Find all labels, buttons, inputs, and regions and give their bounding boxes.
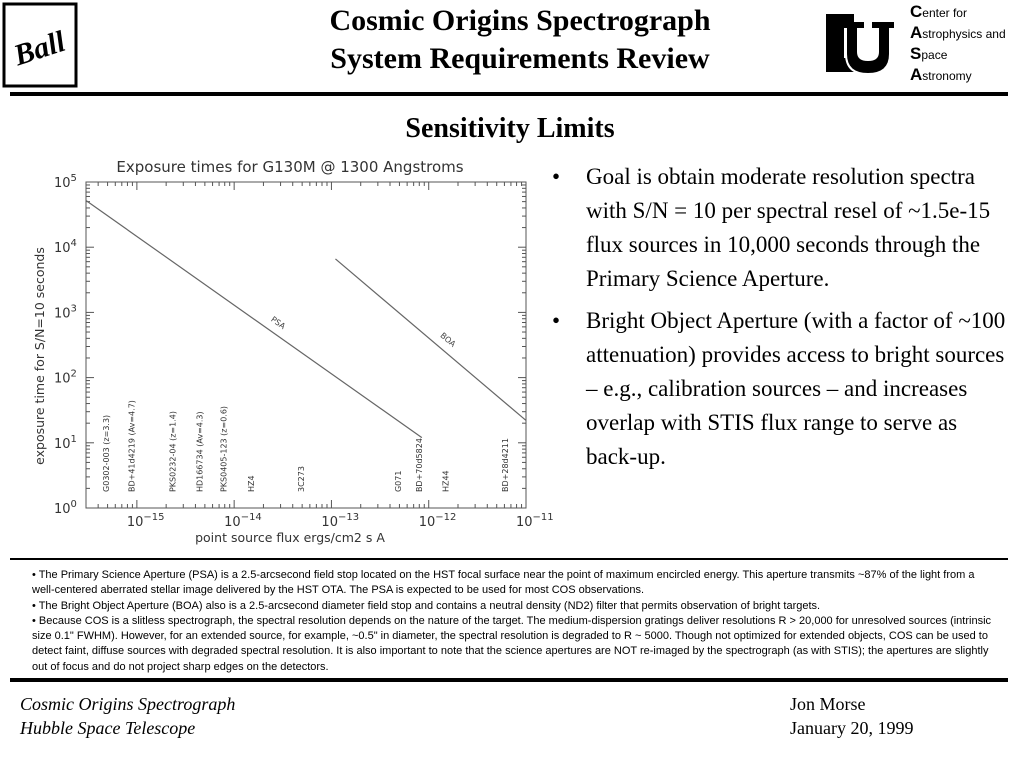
bullet-item [548, 160, 1008, 296]
plot-frame [86, 182, 526, 508]
bullet-dot: • [552, 308, 561, 333]
exposure-time-chart [30, 154, 554, 549]
target-label: BD+70d5824 [414, 438, 424, 493]
ball-logo [2, 2, 78, 88]
y-tick-label: $10^1$ [54, 433, 77, 452]
footer-telescope: Hubble Space Telescope [20, 718, 196, 738]
bullet-item [548, 304, 1008, 474]
x-tick-label: $10^{-14}$ [224, 512, 262, 530]
bullet-text: Bright Object Aperture (with a factor of ~100 attenuation) provides access to bright sources – e.g., calibration sources – and increases overlap with STIS flux range to serve as back-up. [586, 308, 1006, 469]
x-tick-label: $10^{-12}$ [418, 512, 457, 530]
footer-project: Cosmic Origins Spectrograph [20, 694, 236, 714]
casa-logo [910, 2, 1022, 86]
y-tick-label: $10^4$ [54, 238, 77, 257]
target-label: HD166734 (Av=4.3) [195, 411, 205, 493]
y-tick-label: $10^2$ [54, 368, 77, 387]
target-label: G071 [394, 470, 404, 493]
notes-block [32, 568, 1000, 675]
page-title-line2: System Requirements Review [330, 42, 710, 75]
series-label-psa: PSA [269, 314, 288, 332]
target-label: HZ44 [441, 470, 451, 493]
bullet-text: Goal is obtain moderate resolution spectra with S/N = 10 per spectral resel of ~1.5e-15 flux sources in 10,000 seconds through the Primary Science Aperture. [586, 164, 991, 291]
target-label: PKS0405-123 (z=0.6) [219, 405, 229, 493]
target-label: BD+28d4211 [500, 438, 510, 493]
chart-xlabel: point source flux ergs/cm2 s A [195, 530, 385, 545]
chart-title: Exposure times for G130M @ 1300 Angstroms [116, 158, 464, 176]
casa-line-3: Astronomy [910, 65, 972, 84]
bullet-dot: • [552, 164, 561, 189]
ball-logo-text: Ball [9, 24, 70, 73]
bullet-list [548, 160, 1008, 482]
section-title: Sensitivity Limits [405, 113, 615, 144]
casa-line-2: Space [910, 44, 948, 63]
notes-divider [10, 558, 1008, 560]
target-label: G0302-003 (z=3.3) [102, 414, 112, 492]
target-label: PKS0232-04 (z=1.4) [168, 411, 178, 493]
y-tick-label: $10^0$ [54, 499, 77, 517]
x-tick-label: $10^{-13}$ [321, 512, 360, 530]
cu-logo-icon [818, 4, 896, 82]
footer-author: Jon Morse [790, 694, 866, 714]
footer-divider [10, 678, 1008, 682]
chart-svg [30, 154, 554, 549]
y-tick-label: $10^3$ [54, 303, 77, 322]
note-boa: • The Bright Object Aperture (BOA) also is a 2.5-arcsecond diameter field stop and contains a neutral density (ND2) filter that permits observation of bright targets. [32, 599, 821, 612]
y-tick-label: $10^5$ [54, 173, 77, 191]
page-title-line1: Cosmic Origins Spectrograph [329, 4, 711, 37]
x-tick-label: $10^{-11}$ [516, 512, 554, 530]
x-tick-label: $10^{-15}$ [126, 512, 165, 530]
footer-date: January 20, 1999 [790, 718, 914, 738]
chart-ylabel: exposure time for S/N=10 seconds [32, 247, 47, 465]
note-resolution: • Because COS is a slitless spectrograph, the spectral resolution depends on the nature of the target. The medium-dispersion gratings deliver resolutions R > 20,000 for unresolved sources (intrinsic size 0.1" FWHM). However, for an extended source, for example, ~0.5" in diameter, the spectral resolution is degraded to R ~ 5000. Though not optimized for extended objects, COS can be used to detect faint, diffuse sources with degraded spectral resolution. It is also important to note that the science apertures are NOT re-imaged by the spectrograph (as with STIS); the apertures are slightly out of focus and do not project sharp edges on the detectors. [32, 614, 992, 673]
header-divider [10, 92, 1008, 96]
target-label: BD+41d4219 (Av=4.7) [127, 400, 137, 492]
note-psa: • The Primary Science Aperture (PSA) is a 2.5-arcsecond field stop located on the HST focal surface near the point of maximum encircled energy. This aperture transmits ~87% of the light from a well-centered aberrated stellar image delivered by the HST OTA. The PSA is expected to be used for most COS observations. [32, 569, 975, 597]
casa-line-1: Astrophysics and [910, 23, 1006, 42]
footer-right [790, 692, 913, 740]
casa-line-0: Center for [910, 2, 967, 21]
series-label-boa: BOA [438, 330, 458, 349]
target-label: HZ4 [247, 475, 256, 492]
target-label: 3C273 [296, 466, 306, 492]
footer-left [20, 692, 235, 740]
